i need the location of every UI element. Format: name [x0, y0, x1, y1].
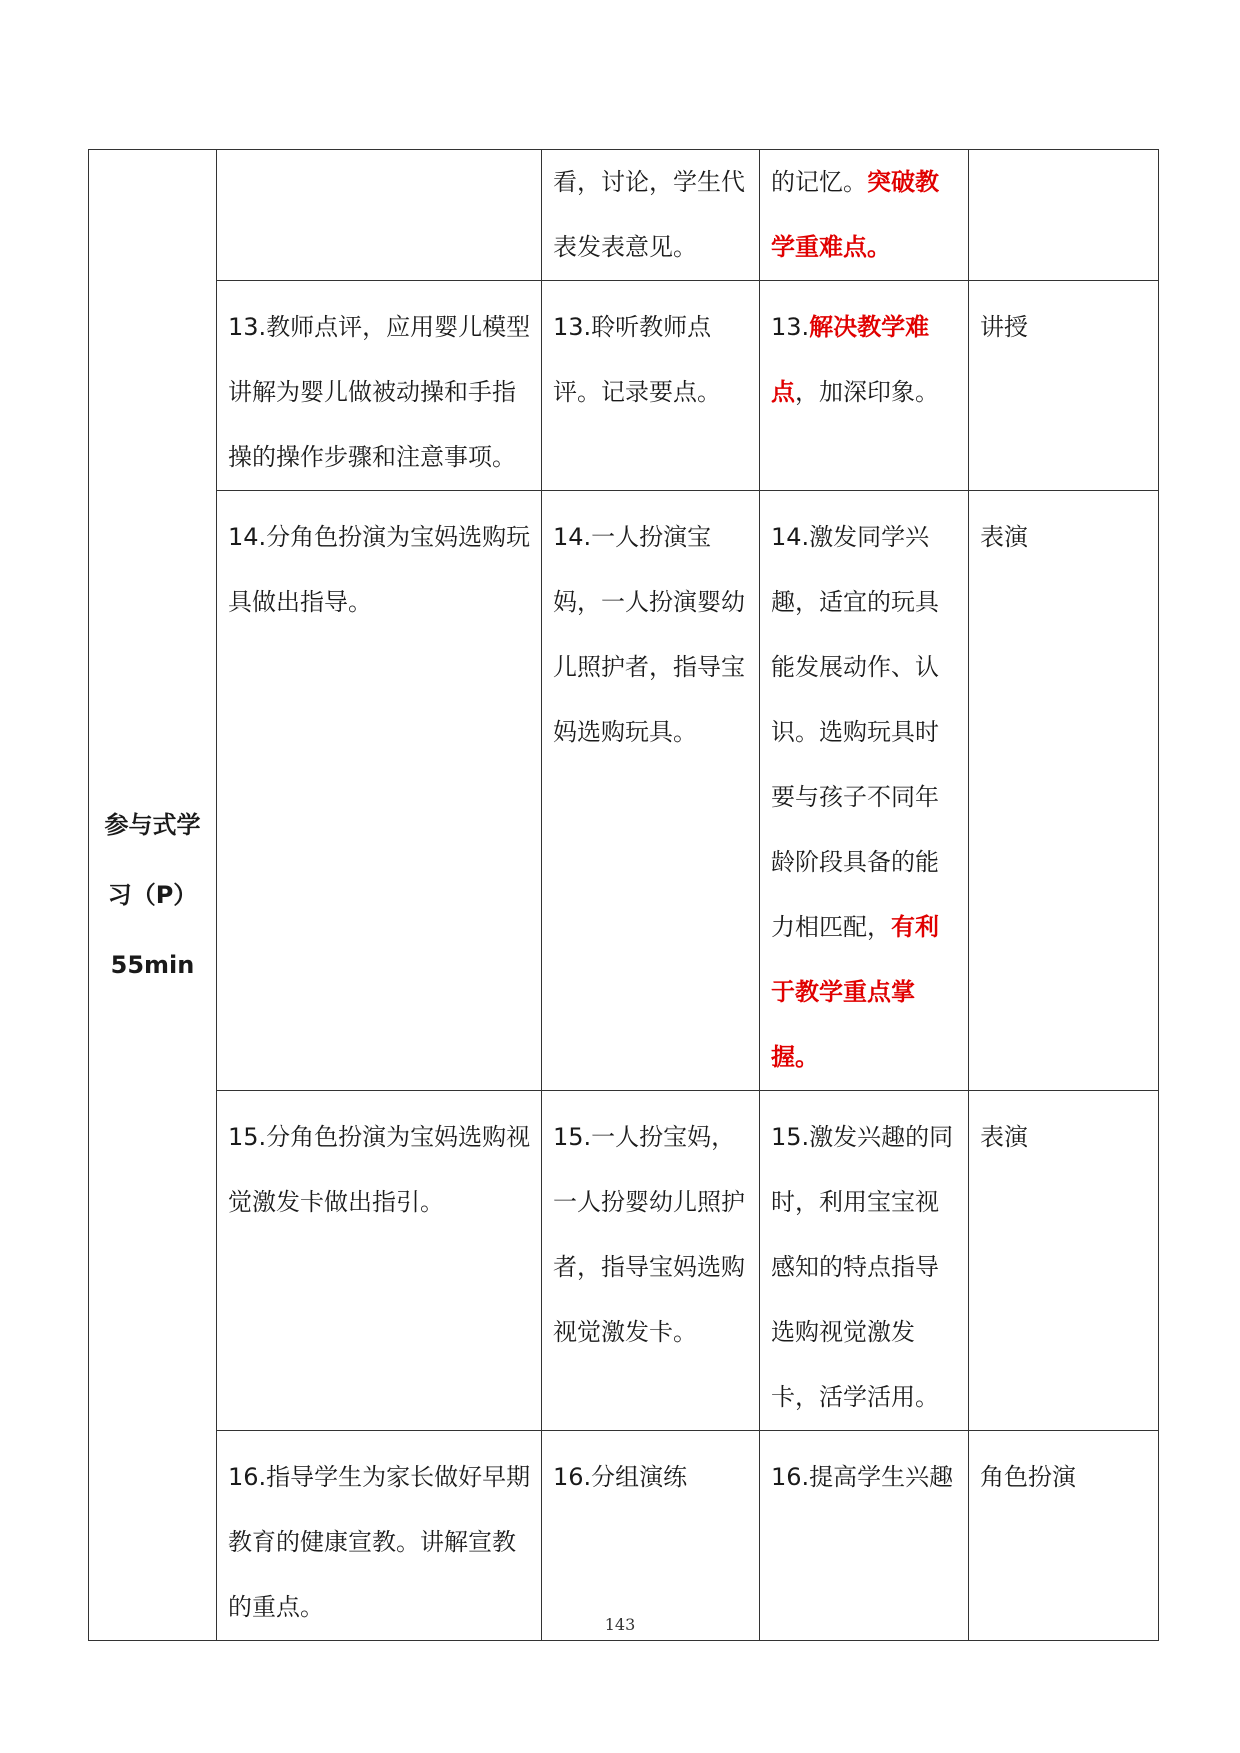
design-intent-cell: 15.激发兴趣的同时，利用宝宝视感知的特点指导选购视觉激发卡，活学活用。 — [760, 1091, 969, 1431]
table-row — [89, 1091, 1159, 1431]
design-intent-cell: 16.提高学生兴趣 — [760, 1431, 969, 1641]
method-cell: 表演 — [969, 491, 1159, 1091]
phase-cell — [89, 150, 217, 1641]
student-activity-cell: 看，讨论，学生代表发表意见。 — [542, 150, 760, 281]
design-intent-cell: 的记忆。突破教学重难点。 — [760, 150, 969, 281]
design-intent-cell: 14.激发同学兴趣，适宜的玩具能发展动作、认识。选购玩具时要与孩子不同年龄阶段具备的能力相匹配，有利于教学重点掌握。 — [760, 491, 969, 1091]
table-row — [89, 150, 1159, 281]
design-intent-cell: 13.解决教学难点，加深印象。 — [760, 281, 969, 491]
phase-name-line2: 习（P） — [107, 881, 198, 909]
lesson-plan-table — [88, 149, 1159, 1641]
teacher-activity-cell: 15.分角色扮演为宝妈选购视觉激发卡做出指引。 — [217, 1091, 542, 1431]
page-number: 143 — [604, 1615, 636, 1634]
table-row — [89, 281, 1159, 491]
teacher-activity-cell — [217, 150, 542, 281]
method-cell: 讲授 — [969, 281, 1159, 491]
method-cell — [969, 150, 1159, 281]
student-activity-cell: 15.一人扮宝妈，一人扮婴幼儿照护者，指导宝妈选购视觉激发卡。 — [542, 1091, 760, 1431]
student-activity-cell: 16.分组演练 — [542, 1431, 760, 1641]
table-row — [89, 491, 1159, 1091]
teacher-activity-cell: 14.分角色扮演为宝妈选购玩具做出指导。 — [217, 491, 542, 1091]
table-row — [89, 1431, 1159, 1641]
phase-name-line1: 参与式学 — [104, 811, 201, 839]
student-activity-cell: 13.聆听教师点评。记录要点。 — [542, 281, 760, 491]
phase-duration: 55min — [110, 951, 195, 979]
method-cell: 角色扮演 — [969, 1431, 1159, 1641]
teacher-activity-cell: 16.指导学生为家长做好早期教育的健康宣教。讲解宣教的重点。 — [217, 1431, 542, 1641]
student-activity-cell: 14.一人扮演宝妈，一人扮演婴幼儿照护者，指导宝妈选购玩具。 — [542, 491, 760, 1091]
method-cell: 表演 — [969, 1091, 1159, 1431]
teacher-activity-cell: 13.教师点评，应用婴儿模型讲解为婴儿做被动操和手指操的操作步骤和注意事项。 — [217, 281, 542, 491]
